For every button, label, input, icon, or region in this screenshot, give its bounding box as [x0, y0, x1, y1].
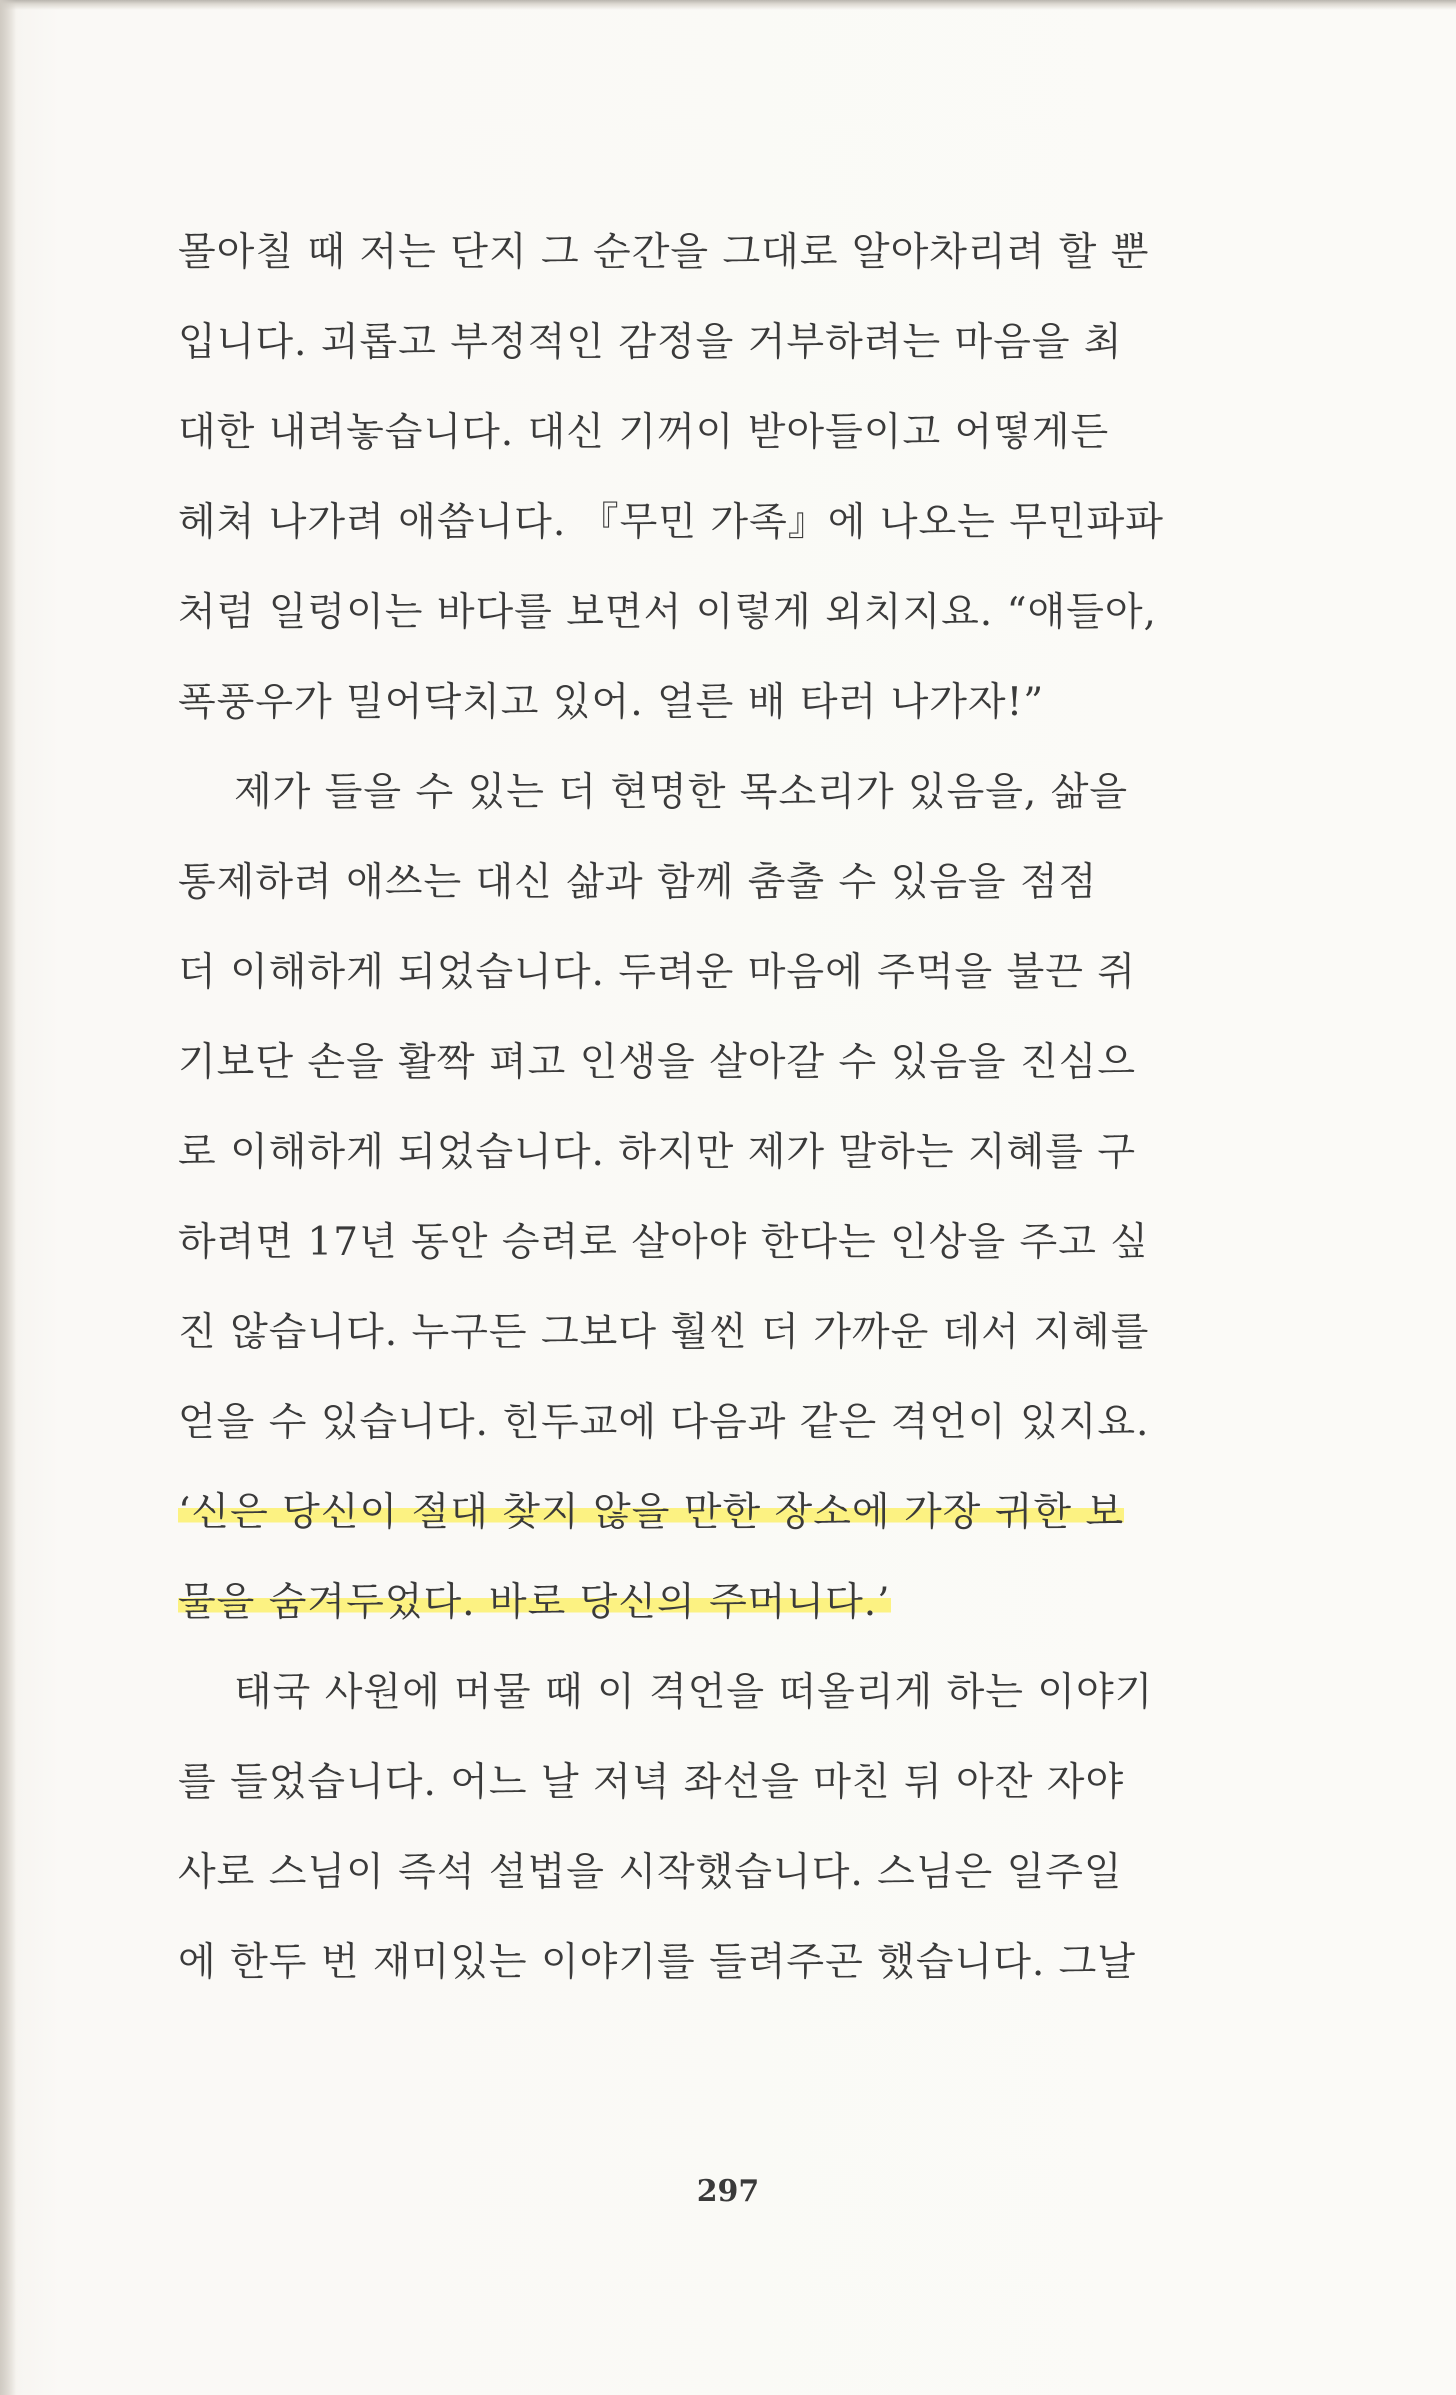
text-line: 입니다. 괴롭고 부정적인 감정을 거부하려는 마음을 최 [178, 320, 1123, 365]
text-line: 하려면 17년 동안 승려로 살아야 한다는 인상을 주고 싶 [178, 1220, 1149, 1265]
highlight-mark: ‘신은 당신이 절대 찾지 않을 만한 장소에 가장 귀한 보 [178, 1490, 1125, 1535]
highlighted-text-line [178, 1468, 1270, 1558]
text-line: 처럼 일렁이는 바다를 보면서 이렇게 외치지요. “얘들아, [178, 590, 1157, 635]
text-line: 에 한두 번 재미있는 이야기를 들려주곤 했습니다. 그날 [178, 1940, 1137, 1985]
body-text [178, 208, 1270, 2008]
text-line: 사로 스님이 즉석 설법을 시작했습니다. 스님은 일주일 [178, 1850, 1123, 1895]
text-line: 대한 내려놓습니다. 대신 기꺼이 받아들이고 어떻게든 [178, 410, 1110, 455]
text-line: 몰아칠 때 저는 단지 그 순간을 그대로 알아차리려 할 뿐 [178, 230, 1150, 275]
text-line: 헤쳐 나가려 애씁니다. 『무민 가족』에 나오는 무민파파 [178, 500, 1164, 545]
page-top-edge [0, 0, 1456, 10]
highlight-mark: 물을 숨겨두었다. 바로 당신의 주머니다.’ [178, 1580, 891, 1625]
text-line: 폭풍우가 밀어닥치고 있어. 얼른 배 타러 나가자!” [178, 680, 1045, 725]
page-binding-shadow [0, 0, 16, 2395]
text-line-paragraph-start: 제가 들을 수 있는 더 현명한 목소리가 있음을, 삶을 [234, 770, 1129, 815]
page-number: 297 [696, 2174, 760, 2209]
text-line: 진 않습니다. 누구든 그보다 훨씬 더 가까운 데서 지혜를 [178, 1310, 1150, 1355]
highlighted-text-line [178, 1558, 1270, 1648]
text-line-paragraph-start: 태국 사원에 머물 때 이 격언을 떠올리게 하는 이야기 [234, 1670, 1154, 1715]
text-line: 기보단 손을 활짝 펴고 인생을 살아갈 수 있음을 진심으 [178, 1040, 1137, 1085]
text-line: 통제하려 애쓰는 대신 삶과 함께 춤출 수 있음을 점점 [178, 860, 1098, 905]
text-line: 를 들었습니다. 어느 날 저녁 좌선을 마친 뒤 아잔 자야 [178, 1760, 1125, 1805]
text-line: 얻을 수 있습니다. 힌두교에 다음과 같은 격언이 있지요. [178, 1400, 1150, 1445]
text-line: 더 이해하게 되었습니다. 두려운 마음에 주먹을 불끈 쥐 [178, 950, 1137, 995]
text-line: 로 이해하게 되었습니다. 하지만 제가 말하는 지혜를 구 [178, 1130, 1137, 1175]
